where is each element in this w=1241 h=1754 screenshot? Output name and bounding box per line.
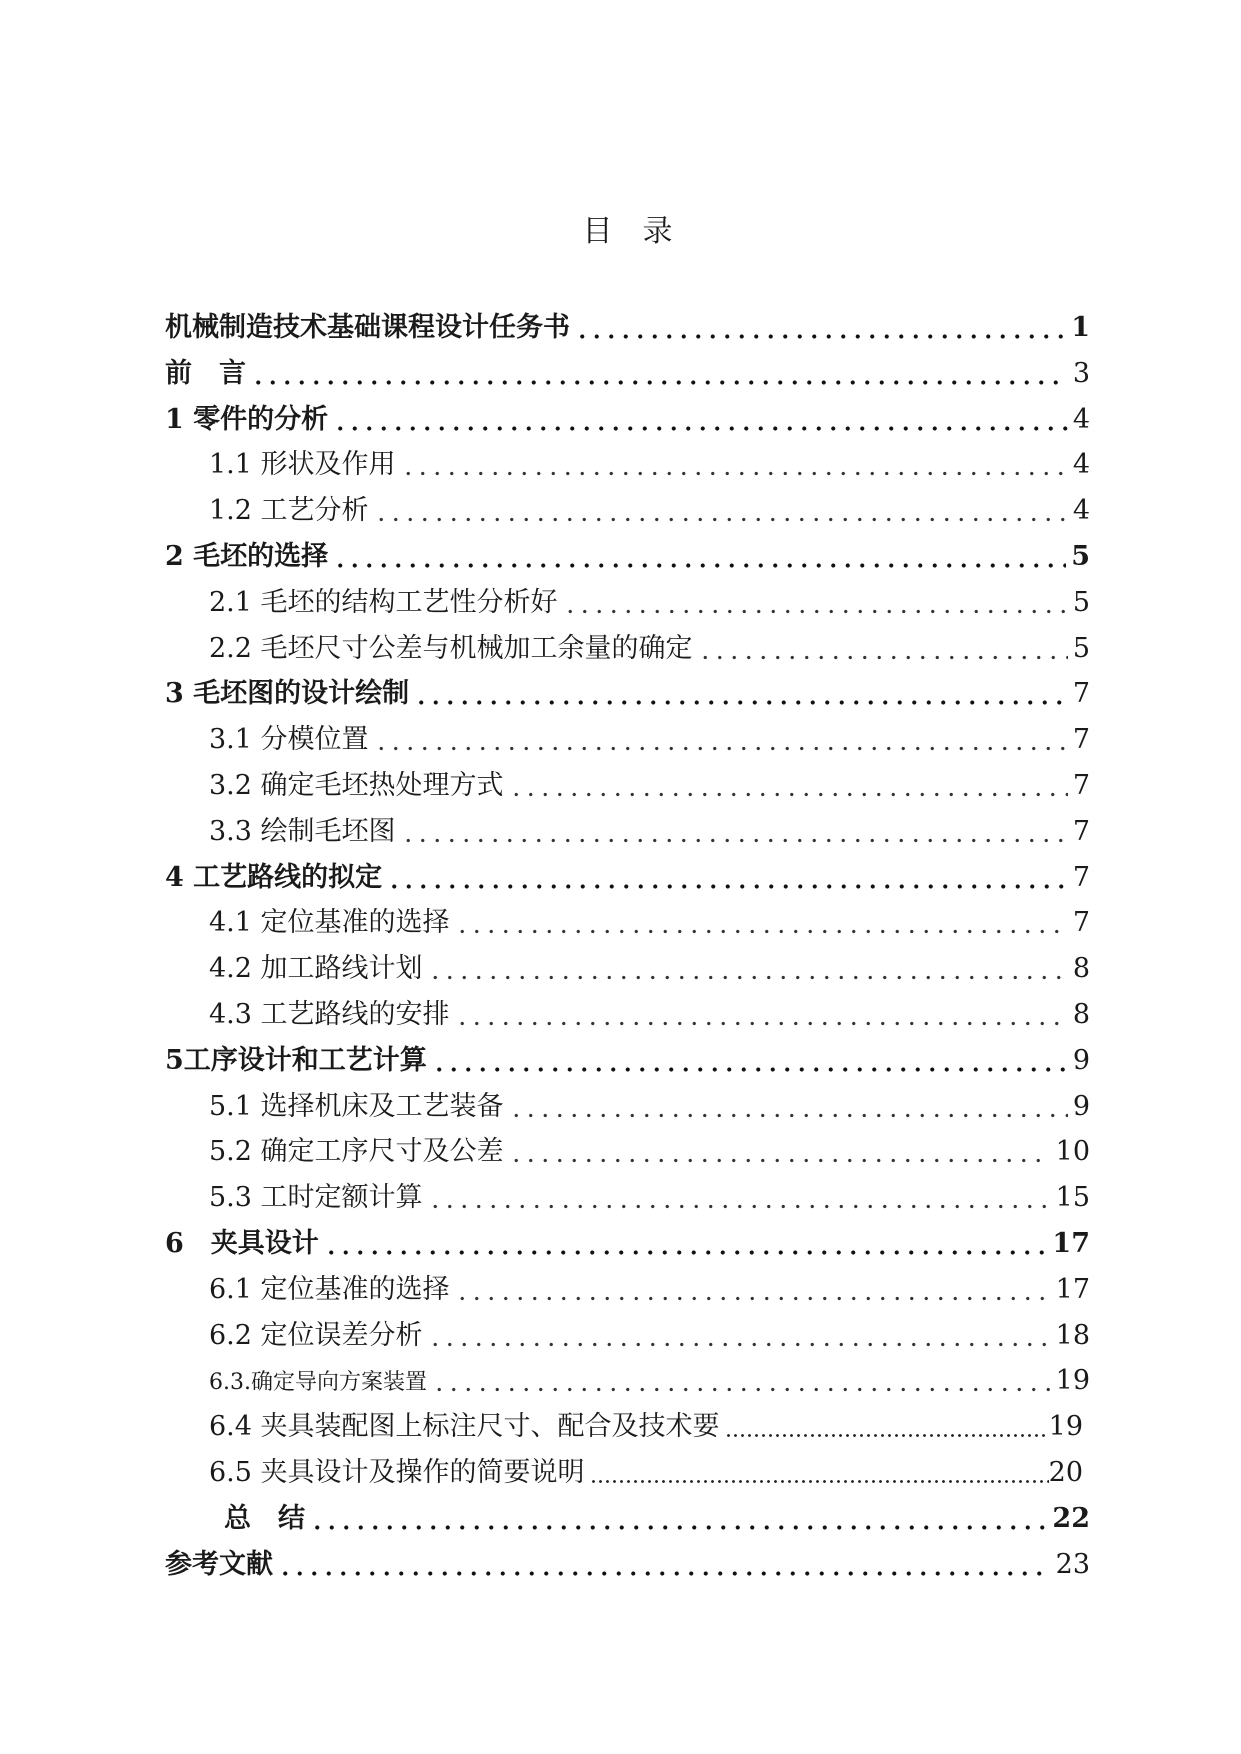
toc-leader-dots — [428, 946, 1068, 992]
toc-leader-dots — [432, 1358, 1051, 1404]
toc-entry-title: 5.2 确定工序尺寸及公差 — [209, 1136, 504, 1168]
toc-entry-title: 6.1 定位基准的选择 — [209, 1273, 450, 1305]
toc-subentry — [165, 1175, 1090, 1221]
toc-entry-page-number: 19 — [1048, 1411, 1083, 1443]
toc-leader-dots — [374, 488, 1068, 534]
toc-leader-dots — [278, 1542, 1051, 1588]
toc-entry-page-number: 22 — [1052, 1502, 1090, 1534]
toc-entry-page-number: 18 — [1055, 1319, 1090, 1351]
toc-subentry — [165, 809, 1090, 855]
toc-entry — [165, 1221, 1090, 1267]
toc-subentry — [165, 717, 1090, 763]
toc-leader-dots — [455, 900, 1068, 946]
toc-entry-title: 参考文献 — [165, 1548, 273, 1580]
toc-entry-title: 5工序设计和工艺计算 — [165, 1044, 427, 1076]
toc-leader-dots — [455, 992, 1068, 1038]
toc-entry-page-number: 9 — [1072, 1044, 1090, 1076]
table-of-contents — [165, 305, 1090, 1587]
toc-leader-dots — [387, 855, 1068, 901]
toc-entry-page-number: 9 — [1072, 1090, 1090, 1122]
toc-entry-title: 总 结 — [224, 1502, 305, 1534]
toc-leader-dots — [563, 580, 1068, 626]
toc-entry-page-number: 7 — [1072, 907, 1090, 939]
toc-entry-page-number: 17 — [1055, 1273, 1090, 1305]
toc-leader-dots — [428, 1313, 1051, 1359]
toc-entry-page-number: 5 — [1072, 586, 1090, 618]
toc-entry-page-number: 7 — [1072, 861, 1090, 893]
toc-subentry — [165, 580, 1090, 626]
toc-entry-title: 前 言 — [165, 357, 246, 389]
toc-leader-dots — [455, 1267, 1051, 1313]
toc-entry-title: 机械制造技术基础课程设计任务书 — [165, 312, 570, 343]
toc-leader-dots — [414, 671, 1068, 717]
toc-entry-title: 6.5 夹具设计及操作的简要说明 — [209, 1456, 585, 1488]
toc-entry — [165, 351, 1090, 397]
toc-entry-title: 6.3.确定导向方案装置 — [209, 1370, 427, 1396]
toc-leader-dots — [333, 534, 1066, 580]
toc-entry-page-number: 4 — [1072, 495, 1090, 527]
toc-entry-page-number: 5 — [1071, 540, 1090, 572]
toc-entry-title: 6 夹具设计 — [165, 1227, 319, 1259]
toc-entry-title: 4 工艺路线的拟定 — [165, 861, 383, 893]
toc-entry — [165, 855, 1090, 901]
toc-leader-dots — [401, 809, 1068, 855]
toc-entry — [165, 397, 1090, 443]
toc-subentry — [165, 1404, 1090, 1450]
toc-entry — [165, 1038, 1090, 1084]
toc-leader-dots — [698, 626, 1068, 672]
toc-entry-page-number: 7 — [1072, 769, 1090, 801]
toc-entry-page-number: 1 — [1071, 312, 1090, 343]
toc-entry-page-number: 15 — [1055, 1182, 1090, 1214]
toc-entry-title: 1.2 工艺分析 — [209, 495, 369, 527]
toc-entry-page-number: 17 — [1052, 1227, 1090, 1259]
toc-entry-title: 3 毛坯图的设计绘制 — [165, 678, 410, 710]
toc-entry-page-number: 7 — [1072, 678, 1090, 710]
toc-subentry — [165, 1129, 1090, 1175]
toc-leader-dots — [374, 717, 1068, 763]
toc-entry-title: 2.1 毛坯的结构工艺性分析好 — [209, 586, 558, 618]
toc-subentry — [165, 626, 1090, 672]
toc-leader-dots — [251, 351, 1068, 397]
toc-entry-page-number: 7 — [1072, 815, 1090, 847]
toc-entry-title: 2.2 毛坯尺寸公差与机械加工余量的确定 — [209, 632, 693, 664]
toc-entry — [165, 534, 1090, 580]
toc-entry-title: 6.4 夹具装配图上标注尺寸、配合及技术要 — [209, 1411, 720, 1443]
toc-leader-dots — [509, 1084, 1068, 1130]
toc-subentry — [165, 1358, 1090, 1404]
toc-entry-page-number: 20 — [1048, 1456, 1083, 1488]
toc-leader-dots — [324, 1221, 1048, 1267]
toc-entry — [165, 1542, 1090, 1588]
toc-subentry — [165, 992, 1090, 1038]
page-title: 目 录 — [582, 214, 673, 249]
toc-leader-dots — [333, 397, 1068, 443]
toc-entry-title: 5.3 工时定额计算 — [209, 1182, 423, 1214]
toc-leader-dots — [575, 305, 1066, 351]
toc-entry-page-number: 4 — [1072, 449, 1090, 481]
toc-entry-title: 3.2 确定毛坯热处理方式 — [209, 769, 504, 801]
toc-subentry — [165, 763, 1090, 809]
toc-leader-dots — [509, 1129, 1051, 1175]
toc-entry — [165, 671, 1090, 717]
toc-entry-title: 2 毛坯的选择 — [165, 540, 329, 572]
toc-leader-dots — [432, 1038, 1068, 1084]
toc-entry-page-number: 23 — [1055, 1548, 1090, 1580]
toc-entry-page-number: 8 — [1072, 998, 1090, 1030]
toc-entry-title: 6.2 定位误差分析 — [209, 1319, 423, 1351]
toc-entry — [165, 305, 1090, 351]
toc-subentry — [165, 1267, 1090, 1313]
toc-leader-dots — [428, 1175, 1051, 1221]
toc-entry-title: 4.3 工艺路线的安排 — [209, 998, 450, 1030]
toc-entry-title: 3.1 分模位置 — [209, 724, 369, 756]
toc-leader-dots — [590, 1450, 1049, 1496]
toc-leader-dots — [401, 442, 1068, 488]
toc-leader-dots — [310, 1496, 1047, 1542]
toc-leader-dots — [725, 1404, 1049, 1450]
toc-subentry — [165, 900, 1090, 946]
toc-entry-page-number: 3 — [1072, 357, 1090, 389]
toc-entry-title: 3.3 绘制毛坯图 — [209, 815, 396, 847]
toc-entry-page-number: 8 — [1072, 953, 1090, 985]
toc-leader-dots — [509, 763, 1068, 809]
toc-entry-title: 5.1 选择机床及工艺装备 — [209, 1090, 504, 1122]
toc-subentry — [165, 442, 1090, 488]
toc-entry-page-number: 4 — [1072, 403, 1090, 435]
toc-entry — [165, 1496, 1090, 1542]
toc-entry-page-number: 19 — [1055, 1365, 1090, 1397]
toc-subentry — [165, 946, 1090, 992]
toc-entry-title: 4.1 定位基准的选择 — [209, 907, 450, 939]
toc-entry-title: 1.1 形状及作用 — [209, 449, 396, 481]
toc-subentry — [165, 488, 1090, 534]
toc-entry-page-number: 7 — [1072, 724, 1090, 756]
toc-subentry — [165, 1450, 1090, 1496]
toc-entry-title: 1 零件的分析 — [165, 403, 329, 435]
toc-subentry — [165, 1313, 1090, 1359]
toc-entry-title: 4.2 加工路线计划 — [209, 953, 423, 985]
toc-subentry — [165, 1084, 1090, 1130]
toc-entry-page-number: 10 — [1055, 1136, 1090, 1168]
toc-entry-page-number: 5 — [1072, 632, 1090, 664]
